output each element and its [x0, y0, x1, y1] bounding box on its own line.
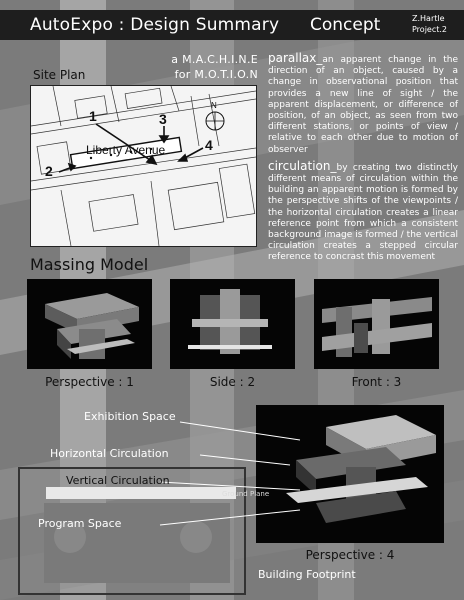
label-exhibition-space: Exhibition Space [84, 410, 176, 423]
label-horizontal-circulation: Horizontal Circulation [50, 447, 169, 460]
page-title: AutoExpo : Design Summary [30, 15, 280, 35]
marker-3: 3 [159, 111, 167, 127]
machine-line-1: a M.A.C.H.I.N.E [171, 53, 258, 66]
circulation-term: circulation_ [268, 158, 337, 173]
circulation-text: by creating two distinctly different means of circulation within the building an apparent motion is formed by the perspective shifts of the viewpoints / the horizontal circulation creates a linear reference point from which a consistent background image is formed / the vertical circulation creates a stepped circular reference to concrast this movement [268, 162, 458, 263]
project-number: Project.2 [412, 25, 448, 34]
label-ground-plane: Ground Plane [222, 490, 270, 498]
label-program-space: Program Space [38, 517, 122, 530]
street-label: Liberty Avenue [86, 143, 166, 157]
concept-heading: Concept [310, 15, 381, 35]
marker-2: 2 [45, 163, 53, 179]
parallax-text: an apparent change in the direction of an object, caused by a change in observational position that provides a new line of sight / the apparent displacement, or difference of position, of an object, as seen from two different stations, or points of view / relative to each other due to motion of observer [268, 55, 458, 155]
massing-model-label: Massing Model [30, 255, 149, 274]
author-name: Z.Hartle [412, 14, 445, 23]
site-plan-label: Site Plan [33, 68, 86, 82]
marker-4: 4 [205, 137, 213, 153]
marker-1: 1 [89, 108, 97, 124]
north-label: N [211, 101, 217, 110]
caption-side-2: Side : 2 [209, 375, 256, 389]
caption-perspective-1: Perspective : 1 [45, 375, 134, 389]
caption-perspective-4: Perspective : 4 [305, 548, 395, 562]
machine-line-2: for M.O.T.I.O.N [174, 68, 258, 81]
label-building-footprint: Building Footprint [258, 568, 356, 581]
caption-front-3: Front : 3 [351, 375, 402, 389]
parallax-term: parallax_ [268, 51, 323, 65]
label-vertical-circulation: Vertical Circulation [66, 474, 170, 487]
